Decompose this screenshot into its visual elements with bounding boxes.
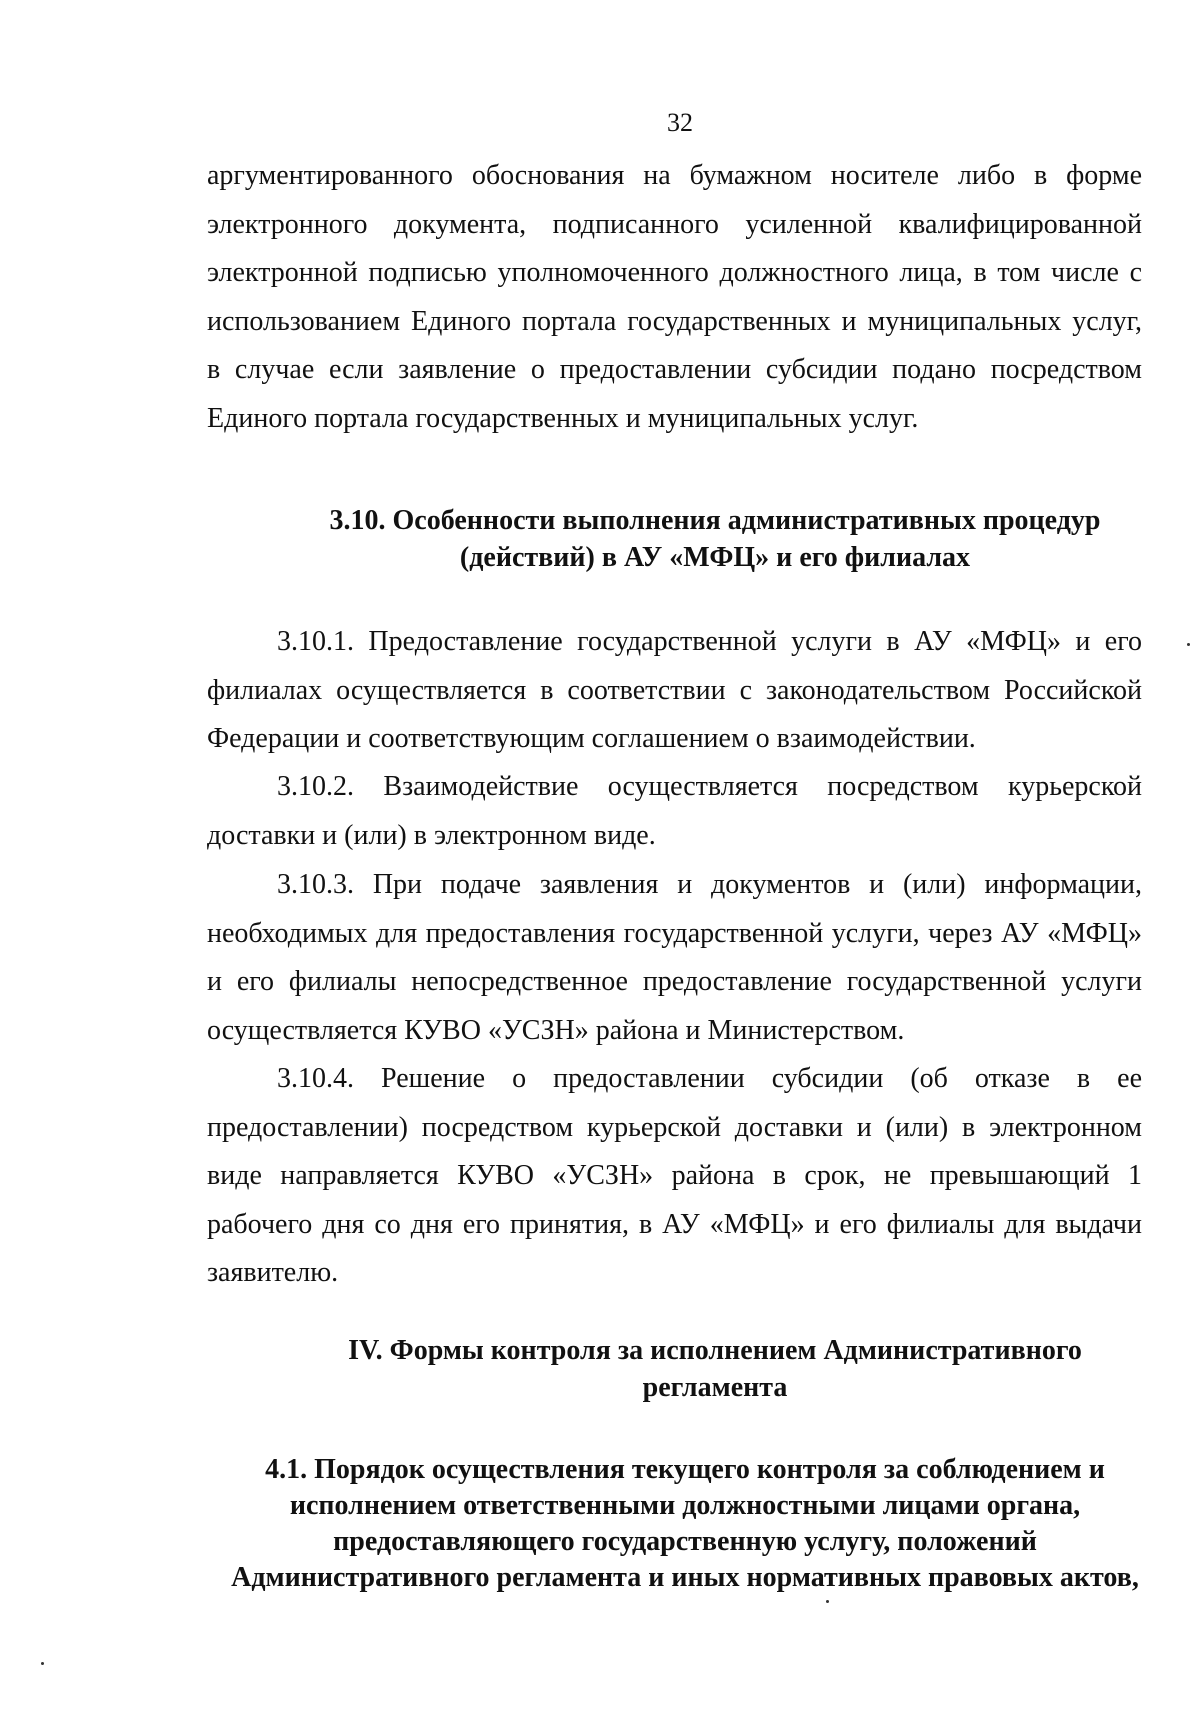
text-line: доставки и (или) в электронном виде. (207, 819, 656, 851)
text-line: Единого портала государственных и муниципальных услуг. (207, 402, 919, 434)
text-line: филиалах осуществляется в соответствии с законодательством Российской (207, 674, 1142, 706)
text-line: осуществляется КУВО «УСЗН» района и Министерством. (207, 1014, 905, 1046)
heading-line: предоставляющего государственную услугу, положений (333, 1526, 1037, 1557)
text-line: использованием Единого портала государственных и муниципальных услуг, (207, 305, 1142, 337)
heading-line: 3.10. Особенности выполнения административных процедур (329, 505, 1101, 536)
section-heading-3-10 (220, 502, 1200, 576)
text-line: 3.10.2. Взаимодействие осуществляется посредством курьерской (277, 771, 1142, 802)
paragraph-3-10-3 (207, 861, 1142, 1055)
paragraph-3-10-2 (207, 763, 1142, 860)
page-number: 32 (667, 108, 693, 137)
text-line: и его филиалы непосредственное предоставление государственной услуги (207, 966, 1142, 997)
paragraph-3-10-1 (207, 618, 1142, 764)
text-line: аргументированного обоснования на бумажном носителе либо в форме (207, 160, 1142, 191)
heading-line: регламента (642, 1372, 788, 1403)
section-heading-4-1 (215, 1452, 1155, 1596)
text-line: электронного документа, подписанного усиленной квалифицированной (207, 208, 1142, 240)
section-heading-iv (220, 1332, 1200, 1406)
text-line: в случае если заявление о предоставлении субсидии подано посредством (207, 354, 1142, 385)
heading-line: исполнением ответственными должностными лицами органа, (289, 1490, 1081, 1521)
heading-line: (действий) в АУ «МФЦ» и его филиалах (459, 542, 971, 573)
text-line: необходимых для предоставления государственной услуги, через АУ «МФЦ» (207, 917, 1142, 949)
text-line: предоставлении) посредством курьерской доставки и (или) в электронном (207, 1111, 1142, 1143)
heading-line: 4.1. Порядок осуществления текущего контроля за соблюдением и (265, 1454, 1105, 1485)
text-line: 3.10.3. При подаче заявления и документов и (или) информации, (277, 869, 1142, 900)
text-line: 3.10.1. Предоставление государственной услуги в АУ «МФЦ» и его (277, 626, 1142, 657)
text-line: электронной подписью уполномоченного должностного лица, в том числе с (207, 257, 1142, 288)
scan-speck (1187, 643, 1190, 646)
text-line: 3.10.4. Решение о предоставлении субсидии (об отказе в ее (277, 1063, 1142, 1094)
text-line: заявителю. (207, 1257, 339, 1288)
text-line: виде направляется КУВО «УСЗН» района в срок, не превышающий 1 (207, 1160, 1142, 1191)
scan-speck (41, 1662, 44, 1665)
text-line: Федерации и соответствующим соглашением о взаимодействии. (207, 723, 976, 754)
heading-line: Административного регламента и иных нормативных правовых актов, (231, 1562, 1139, 1593)
text-line: рабочего дня со дня его принятия, в АУ «МФЦ» и его филиалы для выдачи (207, 1208, 1142, 1240)
scan-speck (826, 1600, 829, 1603)
heading-line: IV. Формы контроля за исполнением Административного (348, 1335, 1082, 1366)
paragraph-continuation (207, 152, 1142, 443)
paragraph-3-10-4 (207, 1055, 1142, 1298)
